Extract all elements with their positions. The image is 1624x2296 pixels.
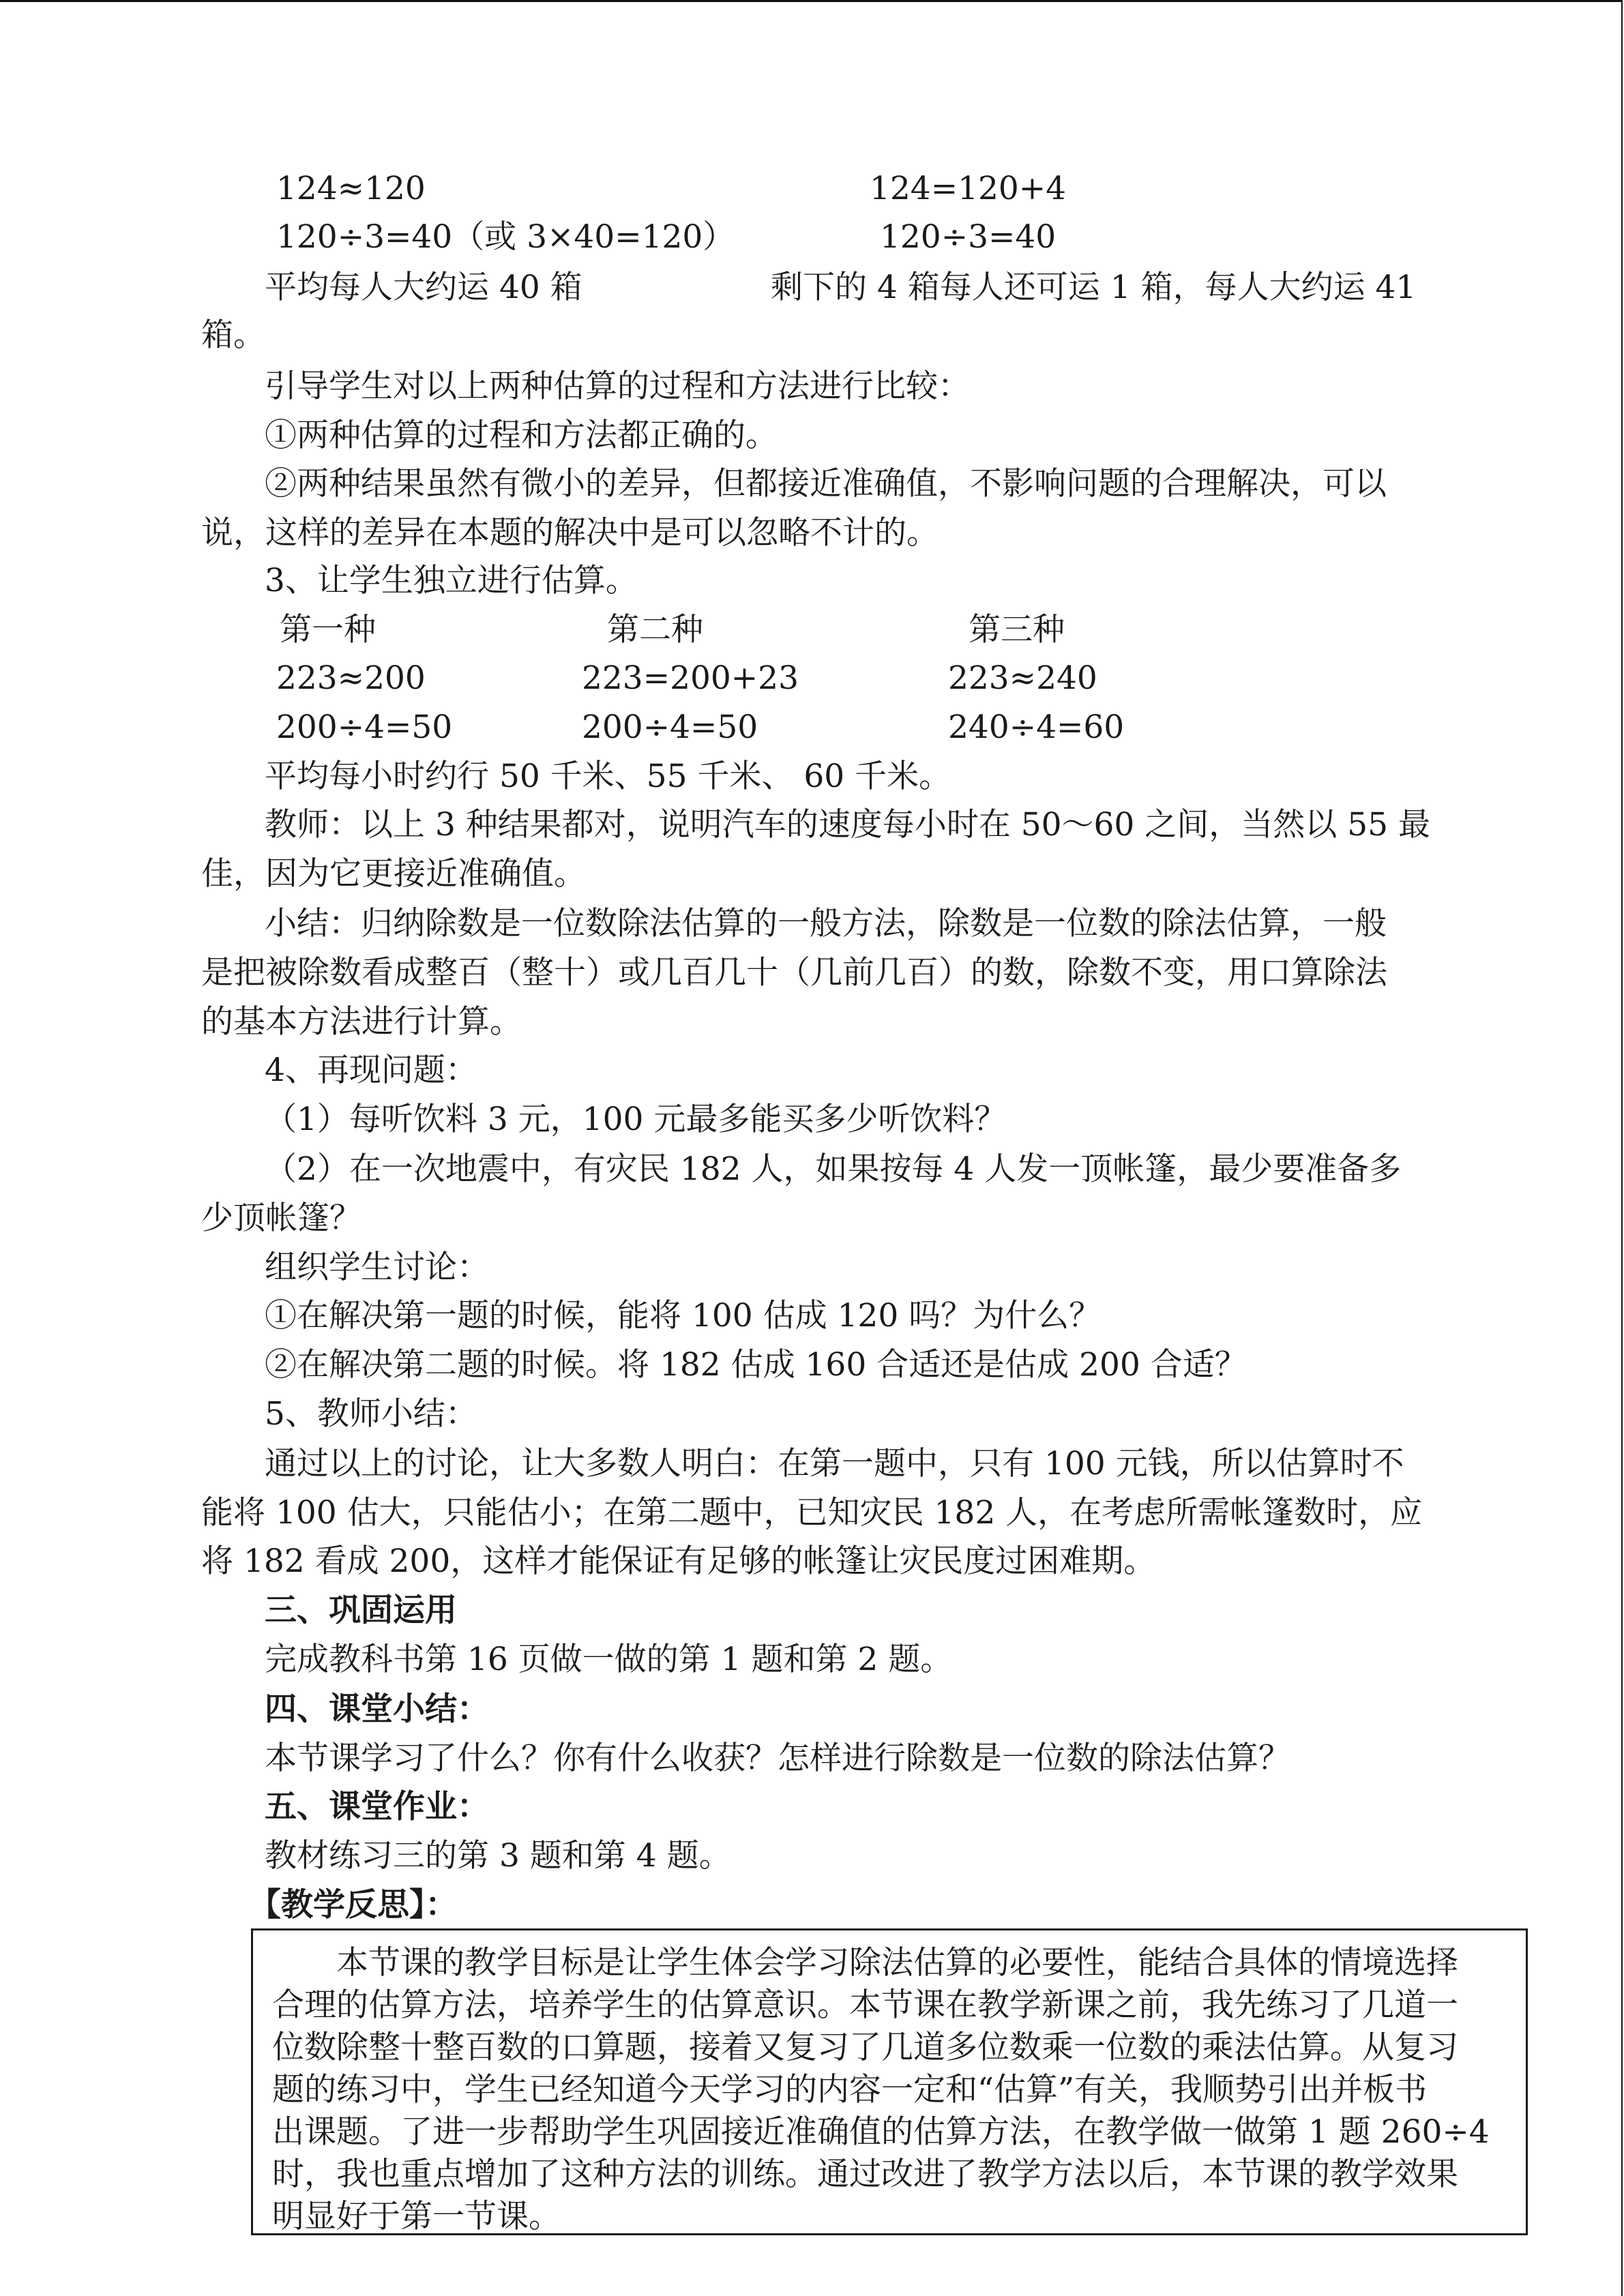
section-5-text: 教材练习三的第 3 题和第 4 题。 (265, 1837, 731, 1875)
section-3-heading: 三、巩固运用 (265, 1592, 457, 1629)
reflection-heading: 【教学反思】： (249, 1886, 458, 1924)
question-2a: （2）在一次地震中，有灾民 182 人，如果按每 4 人发一顶帐篷，最少要准备多 (265, 1150, 1402, 1188)
reflection-line: 位数除整十整百数的口算题，接着又复习了几道多位数乘一位数的乘法估算。从复习 (272, 2029, 1458, 2066)
compare-point-1: ①两种估算的过程和方法都正确的。 (265, 417, 778, 454)
method-1-line-1: 223≈200 (276, 659, 426, 697)
reflection-box (251, 1928, 1528, 2235)
method-2-header: 第二种 (607, 611, 703, 648)
method-3-line-2: 240÷4=60 (948, 709, 1125, 746)
step3-result: 平均每小时约行 50 千米、55 千米、 60 千米。 (265, 758, 951, 795)
method-3-header: 第三种 (969, 611, 1065, 648)
question-2b: 少顶帐篷？ (201, 1199, 361, 1237)
teacher-summary-c: 将 182 看成 200，这样才能保证有足够的帐篷让灾民度过困难期。 (201, 1542, 1156, 1580)
discussion-2: ②在解决第二题的时候。将 182 估成 160 合适还是估成 200 合适？ (265, 1346, 1247, 1384)
reflection-line: 时，我也重点增加了这种方法的训练。通过改进了教学方法以后，本节课的教学效果 (272, 2156, 1458, 2193)
compare-point-2b: 说，这样的差异在本题的解决中是可以忽略不计的。 (201, 514, 939, 552)
estimate-right-3: 剩下的 4 箱每人还可运 1 箱，每人大约运 41 (771, 269, 1417, 306)
estimate-left-3: 平均每人大约运 40 箱 (265, 269, 582, 306)
teacher-summary-b: 能将 100 估大，只能估小；在第二题中，已知灾民 182 人，在考虑所需帐篷数时，应 (201, 1494, 1423, 1532)
discussion-intro: 组织学生讨论： (265, 1249, 489, 1286)
reflection-line: 题的练习中，学生已经知道今天学习的内容一定和“估算”有关，我顺势引出并板书 (272, 2071, 1428, 2108)
summary-c: 的基本方法进行计算。 (201, 1003, 522, 1041)
section-5-heading: 五、课堂作业： (265, 1788, 489, 1825)
method-3-line-1: 223≈240 (948, 659, 1097, 697)
discussion-1: ①在解决第一题的时候，能将 100 估成 120 吗？为什么？ (265, 1297, 1102, 1335)
estimate-left-2: 120÷3=40（或 3×40=120） (276, 218, 735, 256)
summary-b: 是把被除数看成整百（整十）或几百几十（几前几百）的数，除数不变，用口算除法 (201, 954, 1387, 992)
estimate-continuation: 箱。 (201, 316, 265, 354)
method-1-header: 第一种 (280, 611, 376, 648)
reflection-line: 出课题。了进一步帮助学生巩固接近准确值的估算方法，在教学做一做第 1 题 260÷4 (272, 2113, 1490, 2151)
step5-title: 5、教师小结： (265, 1395, 477, 1433)
compare-point-2a: ②两种结果虽然有微小的差异，但都接近准确值，不影响问题的合理解决，可以 (265, 465, 1387, 503)
section-4-text: 本节课学习了什么？你有什么收获？怎样进行除数是一位数的除法估算？ (265, 1740, 1290, 1777)
method-2-line-2: 200÷4=50 (582, 709, 758, 746)
estimate-right-2: 120÷3=40 (880, 218, 1057, 256)
reflection-line: 明显好于第一节课。 (272, 2198, 561, 2235)
teacher-summary-a: 通过以上的讨论，让大多数人明白：在第一题中，只有 100 元钱，所以估算时不 (265, 1445, 1404, 1482)
estimate-right-1: 124=120+4 (870, 170, 1067, 207)
estimate-left-1: 124≈120 (276, 170, 426, 207)
teacher-comment-a: 教师：以上 3 种结果都对，说明汽车的速度每小时在 50～60 之间，当然以 55 最 (265, 806, 1430, 844)
method-2-line-1: 223=200+23 (582, 659, 799, 697)
compare-intro: 引导学生对以上两种估算的过程和方法进行比较： (265, 368, 970, 405)
reflection-line: 本节课的教学目标是让学生体会学习除法估算的必要性，能结合具体的情境选择 (272, 1944, 1458, 1982)
step4-title: 4、再现问题： (265, 1052, 477, 1089)
section-3-text: 完成教科书第 16 页做一做的第 1 题和第 2 题。 (265, 1641, 953, 1678)
question-1: （1）每听饮料 3 元，100 元最多能买多少听饮料？ (265, 1101, 1007, 1138)
section-4-heading: 四、课堂小结： (265, 1690, 489, 1728)
reflection-line: 合理的估算方法，培养学生的估算意识。本节课在教学新课之前，我先练习了几道一 (272, 1986, 1458, 2024)
teacher-comment-b: 佳，因为它更接近准确值。 (201, 855, 586, 893)
step3-title: 3、让学生独立进行估算。 (265, 562, 638, 599)
summary-a: 小结：归纳除数是一位数除法估算的一般方法，除数是一位数的除法估算，一般 (265, 905, 1387, 942)
method-1-line-2: 200÷4=50 (276, 709, 453, 746)
